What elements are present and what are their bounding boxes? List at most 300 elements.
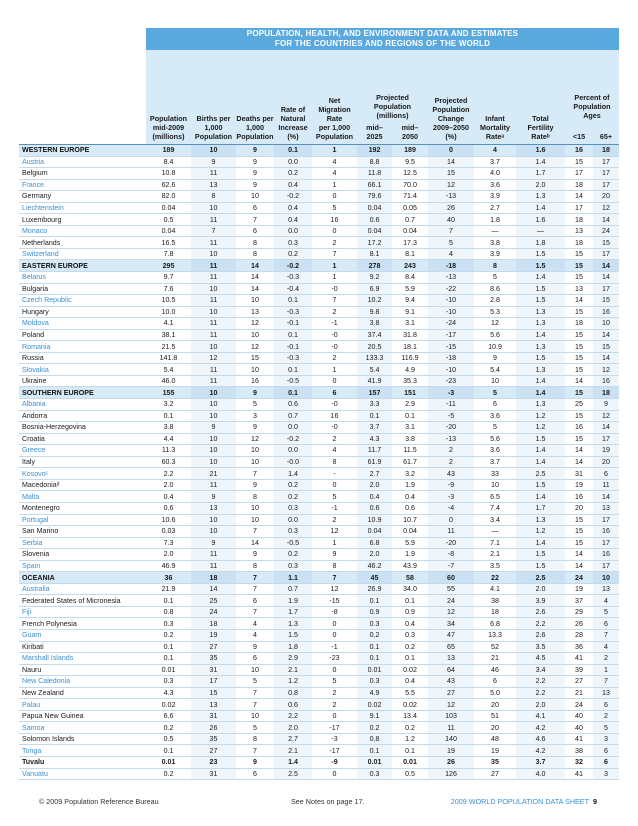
- row-value: 10: [191, 145, 236, 157]
- row-value: 3.2: [392, 468, 428, 480]
- country-row: [19, 456, 619, 468]
- row-value: 9: [236, 145, 274, 157]
- row-value: 7: [236, 214, 274, 226]
- row-value: 0: [312, 618, 357, 630]
- row-value: 21.5: [146, 341, 191, 353]
- row-value: 1.5: [516, 549, 565, 561]
- row-value: 20: [474, 699, 516, 711]
- row-value: 11.3: [146, 445, 191, 457]
- row-value: 13: [565, 283, 593, 295]
- header-deaths: Deaths per 1,000 Population: [236, 114, 274, 141]
- country-row: [19, 618, 619, 630]
- row-value: 1.4: [516, 156, 565, 168]
- row-value: 34: [428, 618, 474, 630]
- country-row: [19, 295, 619, 307]
- row-value: 3.5: [516, 641, 565, 653]
- row-value: 41: [565, 733, 593, 745]
- row-value: 0: [312, 710, 357, 722]
- row-value: 7: [236, 687, 274, 699]
- row-value: 15: [565, 364, 593, 376]
- row-value: 21.9: [146, 583, 191, 595]
- row-value: 31: [565, 468, 593, 480]
- row-value: 0.0: [274, 422, 312, 434]
- row-value: -5: [428, 410, 474, 422]
- row-value: 1.8: [274, 641, 312, 653]
- row-value: 40: [565, 710, 593, 722]
- row-value: 11.8: [357, 168, 392, 180]
- row-value: 10.9: [357, 514, 392, 526]
- row-value: 0.1: [357, 653, 392, 665]
- row-value: 35: [474, 756, 516, 768]
- row-value: 41.9: [357, 375, 392, 387]
- row-value: 64: [428, 664, 474, 676]
- header-over-65: 65+: [599, 132, 613, 141]
- header-population: Population mid-2009 (millions): [149, 114, 188, 141]
- header-total-fertility: Total Fertility Rateᵇ: [527, 114, 554, 141]
- row-value: 0: [312, 629, 357, 641]
- row-name: Italy: [19, 456, 146, 468]
- row-value: 8: [474, 260, 516, 272]
- row-value: 0.0: [274, 225, 312, 237]
- row-value: 38: [474, 595, 516, 607]
- row-value: 16: [593, 549, 619, 561]
- row-value: 1.4: [516, 387, 565, 399]
- row-value: 41: [565, 653, 593, 665]
- row-value: 10: [474, 479, 516, 491]
- row-value: 0.7: [274, 410, 312, 422]
- row-value: 18: [474, 606, 516, 618]
- row-value: 2.1: [474, 549, 516, 561]
- row-name: WESTERN EUROPE: [19, 145, 146, 157]
- row-value: 10: [236, 456, 274, 468]
- row-value: -7: [428, 560, 474, 572]
- row-value: 1.9: [392, 479, 428, 491]
- row-value: 9: [312, 549, 357, 561]
- row-value: 24: [191, 606, 236, 618]
- row-value: 4: [428, 248, 474, 260]
- row-value: 18: [565, 179, 593, 191]
- row-value: 13: [428, 653, 474, 665]
- row-value: 0.2: [146, 768, 191, 780]
- row-value: 0.4: [146, 491, 191, 503]
- row-value: -0: [312, 341, 357, 353]
- row-value: 7: [312, 248, 357, 260]
- row-value: 17: [565, 168, 593, 180]
- row-name: Bulgaria: [19, 283, 146, 295]
- row-value: 12.5: [392, 168, 428, 180]
- country-row: [19, 664, 619, 676]
- row-value: 7.4: [474, 502, 516, 514]
- row-value: -10: [428, 295, 474, 307]
- row-value: 1.2: [392, 733, 428, 745]
- row-value: 13: [593, 583, 619, 595]
- row-value: 46.2: [357, 560, 392, 572]
- country-row: [19, 191, 619, 203]
- row-value: 0.8: [146, 606, 191, 618]
- row-value: -0: [312, 399, 357, 411]
- row-value: 0.4: [274, 179, 312, 191]
- row-value: 27: [474, 768, 516, 780]
- row-value: 70.0: [392, 179, 428, 191]
- row-value: 9.8: [357, 306, 392, 318]
- row-value: -: [312, 468, 357, 480]
- row-value: 2.7: [357, 468, 392, 480]
- row-value: 10: [236, 502, 274, 514]
- row-value: 26.9: [357, 583, 392, 595]
- row-value: -0: [312, 422, 357, 434]
- row-name: OCEANIA: [19, 572, 146, 584]
- row-value: 1: [312, 364, 357, 376]
- row-value: 10: [191, 399, 236, 411]
- row-value: -9: [428, 479, 474, 491]
- row-value: 0.2: [392, 641, 428, 653]
- column-headers: [19, 50, 619, 144]
- row-value: 0: [312, 768, 357, 780]
- row-value: 1.1: [274, 572, 312, 584]
- row-value: 18: [593, 145, 619, 157]
- row-value: 5: [312, 491, 357, 503]
- row-value: 26: [191, 722, 236, 734]
- row-value: 46.9: [146, 560, 191, 572]
- row-value: 0.2: [274, 479, 312, 491]
- row-value: 1.8: [516, 237, 565, 249]
- row-name: Spain: [19, 560, 146, 572]
- row-value: 0.02: [392, 664, 428, 676]
- country-row: [19, 687, 619, 699]
- row-value: 8: [312, 456, 357, 468]
- row-value: 116.9: [392, 352, 428, 364]
- row-value: 15: [565, 387, 593, 399]
- row-value: 13: [593, 687, 619, 699]
- row-value: 14: [565, 456, 593, 468]
- row-value: 11: [191, 560, 236, 572]
- row-value: 1.8: [474, 214, 516, 226]
- row-value: 0.2: [274, 248, 312, 260]
- row-value: 19: [593, 445, 619, 457]
- row-value: 18: [565, 318, 593, 330]
- row-name: Austria: [19, 156, 146, 168]
- row-value: 1.5: [516, 352, 565, 364]
- banner-line-2: FOR THE COUNTRIES AND REGIONS OF THE WORLD: [274, 39, 491, 48]
- country-row: [19, 756, 619, 768]
- country-row: [19, 399, 619, 411]
- row-value: 2.0: [516, 179, 565, 191]
- row-value: 10: [191, 410, 236, 422]
- country-row: [19, 549, 619, 561]
- row-value: 126: [428, 768, 474, 780]
- row-value: 31: [191, 664, 236, 676]
- row-value: 1.4: [274, 756, 312, 768]
- row-value: 9: [191, 537, 236, 549]
- row-value: 6: [593, 699, 619, 711]
- row-value: 10: [474, 375, 516, 387]
- row-value: -23: [428, 375, 474, 387]
- row-value: 3.5: [474, 560, 516, 572]
- row-value: 16.5: [146, 237, 191, 249]
- row-value: 2.1: [274, 745, 312, 757]
- row-value: 5.9: [392, 537, 428, 549]
- row-value: -8: [428, 549, 474, 561]
- row-value: 20: [474, 722, 516, 734]
- row-value: 4.5: [516, 653, 565, 665]
- row-value: -0.3: [274, 272, 312, 284]
- row-value: 2.5: [516, 572, 565, 584]
- row-value: 0: [312, 479, 357, 491]
- row-value: 38.1: [146, 329, 191, 341]
- row-value: 19: [428, 745, 474, 757]
- row-value: 15: [565, 410, 593, 422]
- row-value: 0.2: [146, 629, 191, 641]
- row-value: 14: [236, 260, 274, 272]
- row-value: 5: [236, 722, 274, 734]
- row-value: 16: [565, 491, 593, 503]
- row-value: 65: [428, 641, 474, 653]
- row-value: 7: [236, 526, 274, 538]
- row-value: 9: [236, 168, 274, 180]
- row-value: 0.01: [146, 664, 191, 676]
- row-value: -18: [428, 260, 474, 272]
- row-value: 25: [191, 595, 236, 607]
- row-value: -3: [428, 491, 474, 503]
- row-name: SOUTHERN EUROPE: [19, 387, 146, 399]
- row-value: 6: [236, 202, 274, 214]
- row-value: 0.9: [392, 606, 428, 618]
- header-proj-2025: mid– 2025: [366, 123, 383, 141]
- row-name: Poland: [19, 329, 146, 341]
- country-row: [19, 733, 619, 745]
- row-value: -18: [428, 352, 474, 364]
- row-value: 37: [565, 595, 593, 607]
- row-value: 27: [428, 687, 474, 699]
- row-value: 0.0: [274, 514, 312, 526]
- row-value: 12: [312, 526, 357, 538]
- row-value: 27: [191, 641, 236, 653]
- row-value: 0.3: [274, 526, 312, 538]
- row-name: Ukraine: [19, 375, 146, 387]
- row-value: 0.6: [146, 502, 191, 514]
- row-value: 11: [428, 722, 474, 734]
- row-value: 11: [191, 318, 236, 330]
- country-row: [19, 710, 619, 722]
- row-value: 0.1: [357, 595, 392, 607]
- row-value: 15: [565, 537, 593, 549]
- row-value: 0.1: [274, 364, 312, 376]
- row-value: 15: [565, 329, 593, 341]
- row-value: 0.01: [146, 756, 191, 768]
- row-value: 9: [236, 422, 274, 434]
- row-value: 0.1: [146, 410, 191, 422]
- row-value: 14: [428, 156, 474, 168]
- row-value: 3.8: [146, 422, 191, 434]
- row-value: 9: [593, 399, 619, 411]
- row-value: 16: [312, 214, 357, 226]
- row-value: 9.7: [146, 272, 191, 284]
- row-name: Australia: [19, 583, 146, 595]
- row-value: 7.1: [474, 537, 516, 549]
- row-value: 13: [236, 306, 274, 318]
- country-row: [19, 479, 619, 491]
- country-row: [19, 272, 619, 284]
- row-value: 10: [593, 572, 619, 584]
- row-value: 0.4: [274, 214, 312, 226]
- row-value: -0.4: [274, 283, 312, 295]
- row-value: 7: [428, 225, 474, 237]
- row-value: 61.7: [392, 456, 428, 468]
- row-value: 8.1: [357, 248, 392, 260]
- row-value: 13: [593, 502, 619, 514]
- row-value: 4: [593, 641, 619, 653]
- row-value: 7: [236, 572, 274, 584]
- country-row: [19, 676, 619, 688]
- row-name: Greece: [19, 445, 146, 457]
- row-value: 24: [593, 225, 619, 237]
- row-value: 17: [593, 179, 619, 191]
- row-value: 11: [191, 375, 236, 387]
- row-value: 3.4: [516, 664, 565, 676]
- country-row: [19, 422, 619, 434]
- row-value: 38: [565, 745, 593, 757]
- row-value: 4: [236, 618, 274, 630]
- row-value: 0.04: [392, 526, 428, 538]
- row-value: 9: [236, 549, 274, 561]
- row-value: 3.9: [474, 191, 516, 203]
- row-value: 1.3: [516, 306, 565, 318]
- country-row: [19, 329, 619, 341]
- row-value: 3: [236, 410, 274, 422]
- row-value: 0: [428, 145, 474, 157]
- header-under-15: <15: [572, 132, 586, 141]
- row-value: 52: [474, 641, 516, 653]
- row-value: 79.6: [357, 191, 392, 203]
- country-row: [19, 364, 619, 376]
- country-row: [19, 745, 619, 757]
- row-value: -13: [428, 272, 474, 284]
- row-name: Netherlands: [19, 237, 146, 249]
- row-value: 2: [312, 687, 357, 699]
- row-value: 14: [565, 191, 593, 203]
- row-value: 1.5: [516, 479, 565, 491]
- row-value: 0.2: [274, 491, 312, 503]
- row-value: 21: [565, 687, 593, 699]
- row-name: Guam: [19, 629, 146, 641]
- row-value: 1.6: [516, 214, 565, 226]
- row-value: 61.9: [357, 456, 392, 468]
- row-value: 5: [474, 422, 516, 434]
- row-value: 13.4: [392, 710, 428, 722]
- row-value: 0.4: [357, 491, 392, 503]
- row-value: 0: [312, 191, 357, 203]
- region-row: [19, 145, 619, 157]
- country-row: [19, 156, 619, 168]
- row-value: 2.9: [392, 399, 428, 411]
- row-value: 5: [236, 399, 274, 411]
- row-value: -24: [428, 318, 474, 330]
- row-value: 17.3: [392, 237, 428, 249]
- row-value: 35.3: [392, 375, 428, 387]
- country-row: [19, 352, 619, 364]
- row-value: 1.5: [516, 433, 565, 445]
- row-value: 22: [474, 572, 516, 584]
- row-value: 1.7: [274, 606, 312, 618]
- row-value: 1.3: [516, 514, 565, 526]
- header-net-migration: Net Migration Rate per 1,000 Population: [315, 96, 354, 141]
- row-value: 151: [392, 387, 428, 399]
- row-name: Papua New Guinea: [19, 710, 146, 722]
- row-value: 7: [236, 583, 274, 595]
- row-value: 0.02: [392, 699, 428, 711]
- row-value: 40: [428, 214, 474, 226]
- row-value: 11: [191, 479, 236, 491]
- row-value: 15: [565, 260, 593, 272]
- row-value: 10: [191, 433, 236, 445]
- row-value: 0.1: [392, 653, 428, 665]
- row-value: 6: [236, 595, 274, 607]
- row-value: 12: [428, 699, 474, 711]
- row-value: -1: [312, 502, 357, 514]
- row-value: 4.3: [146, 687, 191, 699]
- row-value: 0.3: [274, 560, 312, 572]
- row-value: 1.2: [274, 676, 312, 688]
- row-value: 17: [565, 202, 593, 214]
- row-value: 0.5: [146, 214, 191, 226]
- row-value: 3: [593, 768, 619, 780]
- row-value: 9: [191, 491, 236, 503]
- row-value: 19: [565, 479, 593, 491]
- header-projected-population: Projected Population (millions): [373, 93, 412, 120]
- row-value: 1.4: [516, 329, 565, 341]
- row-value: 5.4: [474, 364, 516, 376]
- row-value: 10: [236, 445, 274, 457]
- row-value: -0.3: [274, 306, 312, 318]
- row-value: 1.3: [516, 364, 565, 376]
- row-value: 6: [593, 745, 619, 757]
- row-value: 10: [191, 387, 236, 399]
- row-value: 10: [236, 329, 274, 341]
- row-value: 5.9: [392, 283, 428, 295]
- row-value: 6.8: [474, 618, 516, 630]
- row-name: Bosnia-Herzegovina: [19, 422, 146, 434]
- sheet-title: [451, 797, 597, 806]
- row-value: 0.05: [392, 202, 428, 214]
- row-value: 2: [312, 352, 357, 364]
- country-row: [19, 768, 619, 780]
- row-value: 10: [191, 514, 236, 526]
- row-value: 0.1: [392, 410, 428, 422]
- row-value: 4.6: [516, 733, 565, 745]
- row-value: 0.04: [146, 202, 191, 214]
- country-row: [19, 514, 619, 526]
- row-value: 4: [312, 156, 357, 168]
- row-value: 17: [593, 156, 619, 168]
- row-value: 2.0: [357, 549, 392, 561]
- row-value: 1.4: [516, 445, 565, 457]
- row-value: 7.3: [146, 537, 191, 549]
- header-births: Births per 1,000 Population: [194, 114, 233, 141]
- row-name: France: [19, 179, 146, 191]
- row-value: 5.4: [357, 364, 392, 376]
- row-value: 8: [236, 733, 274, 745]
- row-value: 11: [191, 549, 236, 561]
- row-value: 16: [593, 375, 619, 387]
- row-value: 8: [312, 560, 357, 572]
- row-value: 3.8: [474, 237, 516, 249]
- row-value: 0.5: [146, 733, 191, 745]
- row-value: 2.0: [516, 699, 565, 711]
- row-value: 8: [191, 191, 236, 203]
- row-value: 8: [236, 248, 274, 260]
- row-value: 5: [236, 676, 274, 688]
- row-value: 3.3: [357, 399, 392, 411]
